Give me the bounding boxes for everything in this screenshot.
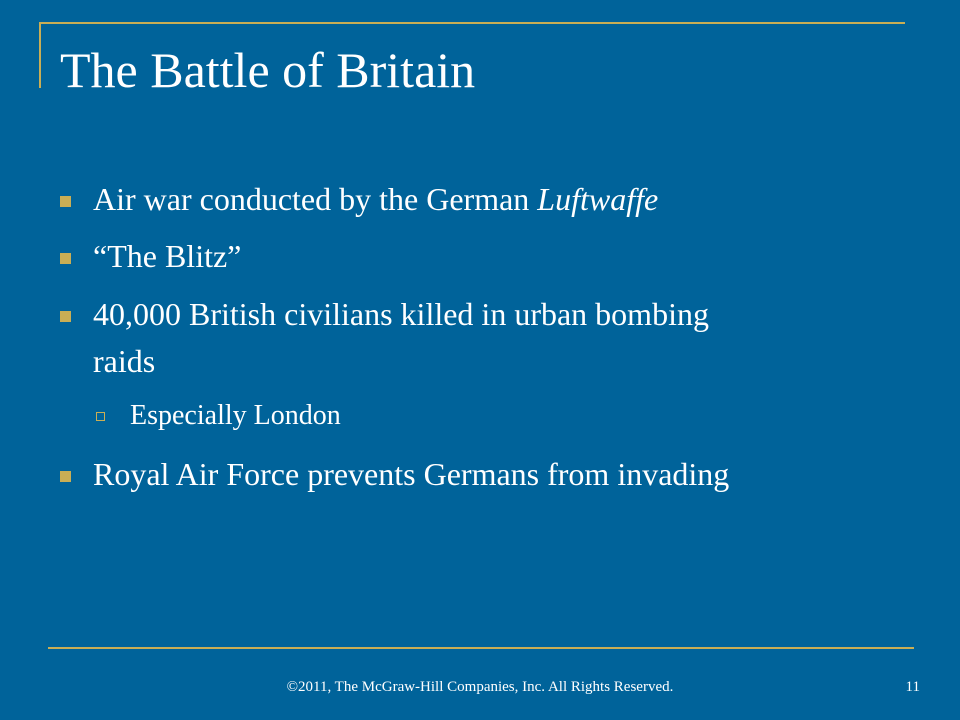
sub-bullet-item-1: [96, 400, 796, 434]
square-bullet-icon: [60, 196, 71, 207]
bullet-item-3: [60, 295, 920, 379]
page-number: 11: [905, 679, 920, 695]
bullet-text: Royal Air Force prevents Germans from invading: [93, 456, 730, 492]
bullet-text-plain: Air war conducted by the German: [93, 181, 538, 217]
bullet-item-4: [60, 455, 920, 495]
bullet-text-line-2: raids: [93, 343, 156, 379]
square-bullet-icon: [60, 471, 71, 482]
sub-bullet-text: Especially London: [130, 400, 341, 431]
bullet-item-2: [60, 237, 920, 277]
bullet-text-line-1: 40,000 British civilians killed in urban bombing: [93, 296, 709, 332]
square-bullet-icon: [60, 311, 71, 322]
square-bullet-icon: [60, 253, 71, 264]
bottom-rule: [48, 647, 914, 649]
slide-title: The Battle of Britain: [60, 42, 476, 98]
bullet-item-1: [60, 180, 920, 220]
hollow-square-bullet-icon: [96, 412, 105, 421]
bullet-text: “The Blitz”: [93, 238, 242, 274]
bullet-text: [93, 180, 658, 218]
top-rule: [39, 22, 905, 24]
left-rule: [39, 22, 41, 88]
copyright-footer: ©2011, The McGraw-Hill Companies, Inc. All Rights Reserved.: [286, 679, 674, 695]
bullet-text-italic: Luftwaffe: [537, 181, 659, 217]
